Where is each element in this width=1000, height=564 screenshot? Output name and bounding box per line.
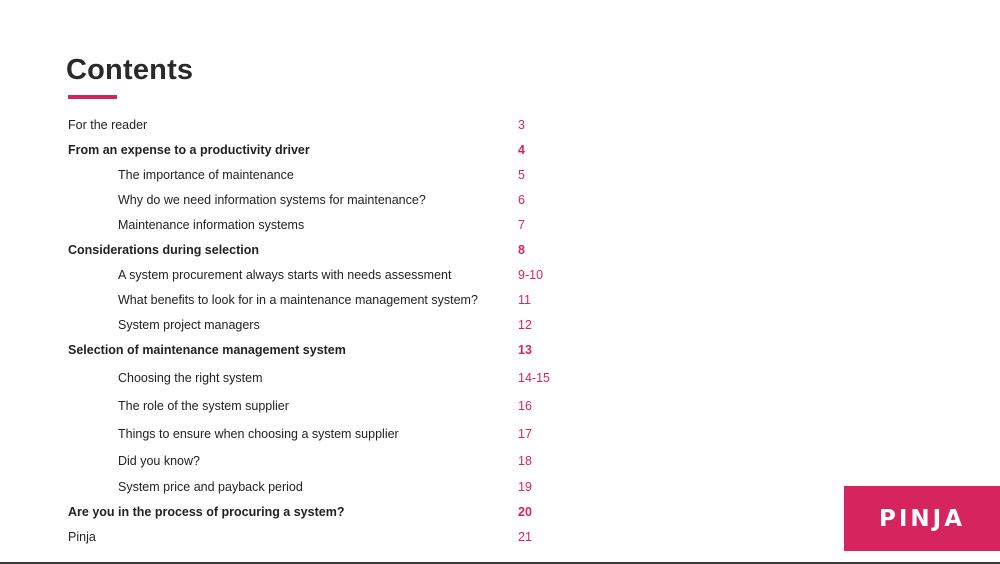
toc-entry-page-number: 21	[518, 530, 532, 544]
toc-entry-label: From an expense to a productivity driver	[68, 143, 310, 157]
toc-entry-page-number: 17	[518, 427, 532, 441]
toc-entry-label: A system procurement always starts with needs assessment	[118, 268, 452, 282]
toc-entry	[0, 140, 700, 160]
toc-entry-page-number: 7	[518, 218, 525, 232]
toc-entry-page-number: 13	[518, 343, 532, 357]
toc-entry	[0, 165, 700, 185]
toc-entry-label: Things to ensure when choosing a system supplier	[118, 427, 399, 441]
toc-entry	[0, 315, 700, 335]
toc-entry-label: System project managers	[118, 318, 260, 332]
toc-entry-page-number: 4	[518, 143, 525, 157]
toc-entry-label: Pinja	[68, 530, 96, 544]
toc-entry-page-number: 20	[518, 505, 532, 519]
toc-entry-label: Did you know?	[118, 454, 200, 468]
toc-entry-label: Selection of maintenance management system	[68, 343, 346, 357]
toc-entry	[0, 215, 700, 235]
toc-entry-label: The role of the system supplier	[118, 399, 289, 413]
title-underline	[68, 95, 117, 99]
toc-entry-page-number: 12	[518, 318, 532, 332]
pinja-logo	[844, 486, 1000, 551]
toc-entry	[0, 502, 700, 522]
toc-entry-page-number: 6	[518, 193, 525, 207]
toc-entry	[0, 190, 700, 210]
toc-entry-page-number: 19	[518, 480, 532, 494]
toc-entry-label: Why do we need information systems for maintenance?	[118, 193, 426, 207]
toc-entry-label: What benefits to look for in a maintenance management system?	[118, 293, 478, 307]
toc-entry	[0, 115, 700, 135]
toc-entry-page-number: 11	[518, 293, 531, 307]
toc-entry-label: The importance of maintenance	[118, 168, 294, 182]
toc-entry-page-number: 3	[518, 118, 525, 132]
toc-entry	[0, 477, 700, 497]
toc-entry-page-number: 16	[518, 399, 532, 413]
logo-text: PINJA	[878, 505, 966, 532]
toc-entry	[0, 451, 700, 471]
toc-entry	[0, 240, 700, 260]
toc-entry-label: Considerations during selection	[68, 243, 259, 257]
toc-entry-page-number: 14-15	[518, 371, 550, 385]
toc-entry	[0, 424, 700, 444]
toc-entry	[0, 527, 700, 547]
toc-entry-page-number: 9-10	[518, 268, 544, 282]
toc-entry	[0, 340, 700, 360]
toc-entry-label: For the reader	[68, 118, 148, 132]
toc-entry	[0, 368, 700, 388]
toc-entry-label: System price and payback period	[118, 480, 303, 494]
toc-entry-label: Choosing the right system	[118, 371, 263, 385]
toc-entry	[0, 265, 700, 285]
toc-entry	[0, 290, 700, 310]
toc-entry-page-number: 5	[518, 168, 525, 182]
toc-entry-label: Are you in the process of procuring a system?	[68, 505, 345, 519]
toc-entry-page-number: 8	[518, 243, 525, 257]
page-title: Contents	[66, 54, 194, 86]
toc-entry-label: Maintenance information systems	[118, 218, 305, 232]
toc-entry-page-number: 18	[518, 454, 532, 468]
toc-entry	[0, 396, 700, 416]
